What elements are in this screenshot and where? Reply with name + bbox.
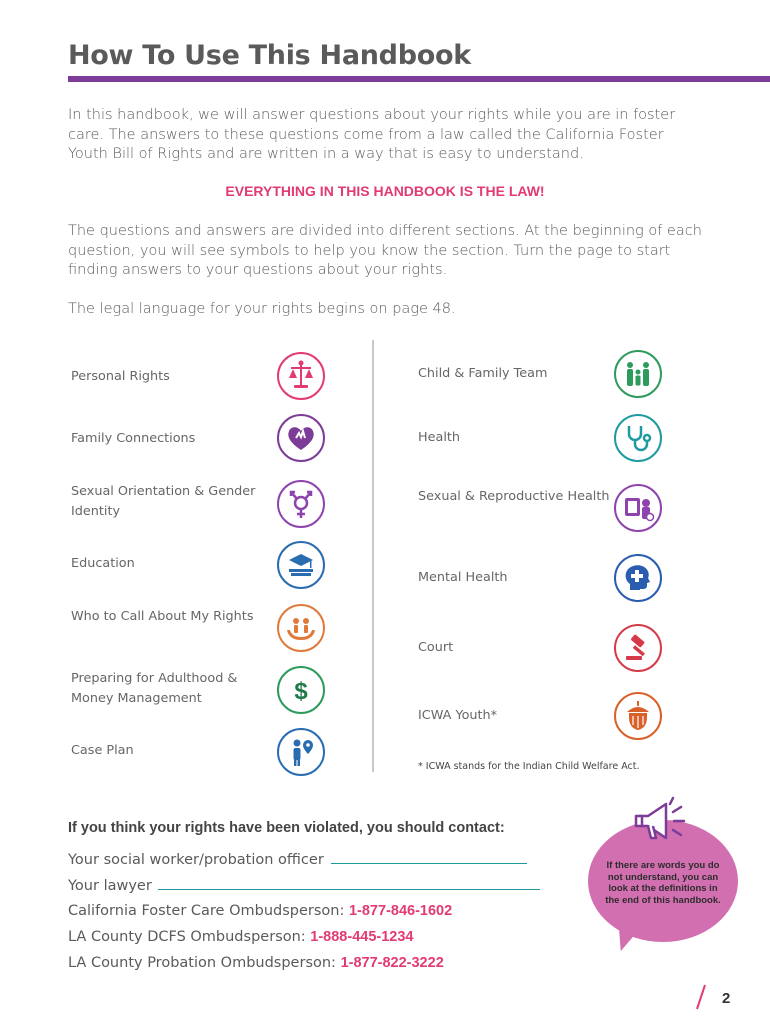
acorn-icon [614, 692, 662, 740]
ombudsperson-label: LA County DCFS Ombudsperson: [68, 929, 306, 945]
section-label-personal-rights: Personal Rights [71, 369, 170, 384]
svg-text:$: $ [294, 678, 308, 705]
section-label-mental-health: Mental Health [418, 570, 508, 585]
megaphone-icon [632, 796, 694, 848]
law-banner: EVERYTHING IN THIS HANDBOOK IS THE LAW! [225, 183, 545, 199]
section-label-education: Education [71, 556, 135, 571]
section-label-case-plan: Case Plan [71, 743, 134, 758]
lawyer-line [68, 877, 540, 894]
family-icon [614, 350, 662, 398]
person-map-pin-icon [277, 728, 325, 776]
section-label-court: Court [418, 640, 454, 655]
scales-justice-icon [277, 352, 325, 400]
intro-paragraph: In this handbook, we will answer questions about your rights while you are in foster care. The answers to these questions come from a law called the California Foster Youth Bill of Rights and are written in a way that is easy to understand. [68, 107, 676, 162]
section-label-child-family-team: Child & Family Team [418, 366, 548, 381]
ombudsperson-line-probation [68, 955, 444, 971]
graduation-books-icon [277, 541, 325, 589]
head-plus-icon [614, 554, 662, 602]
gender-symbols-icon [277, 480, 325, 528]
title-underline [68, 76, 770, 82]
section-label-sexual-orientation: Sexual Orientation & Gender Identity [71, 484, 256, 519]
ombudsperson-phone[interactable]: 1-877-846-1602 [348, 903, 453, 919]
hands-people-icon [277, 604, 325, 652]
section-label-icwa-youth: ICWA Youth* [418, 708, 498, 723]
contact-heading: If you think your rights have been violated, you should contact: [68, 820, 505, 836]
column-divider [372, 340, 374, 772]
ombudsperson-phone[interactable]: 1-877-822-3222 [340, 955, 444, 971]
section-label-who-to-call: Who to Call About My Rights [71, 609, 254, 624]
stethoscope-icon [614, 414, 662, 462]
ombudsperson-phone[interactable]: 1-888-445-1234 [310, 929, 414, 945]
reproductive-health-icon [614, 484, 662, 532]
ombudsperson-line-state [68, 903, 452, 919]
social-worker-blank [331, 851, 527, 864]
lawyer-label: Your lawyer [68, 878, 152, 894]
ombudsperson-line-dcfs [68, 929, 413, 945]
heart-hand-icon [277, 414, 325, 462]
section-label-family-connections: Family Connections [71, 431, 196, 446]
social-worker-line [68, 851, 527, 868]
icwa-footnote: * ICWA stands for the Indian Child Welfare Act. [418, 761, 640, 772]
definitions-note: If there are words you do not understand, you can look at the definitions in the end of this handbook. [605, 860, 721, 906]
ombudsperson-label: California Foster Care Ombudsperson: [68, 903, 345, 919]
legal-paragraph: The legal language for your rights begins on page 48. [68, 301, 456, 317]
sections-paragraph: The questions and answers are divided into different sections. At the beginning of each question, you will see symbols to help you know the section. Turn the page to start finding answers to your questions about your rights. [68, 223, 702, 278]
ombudsperson-label: LA County Probation Ombudsperson: [68, 955, 336, 971]
section-label-reproductive-health: Sexual & Reproductive Health [418, 489, 610, 504]
page-title: How To Use This Handbook [68, 40, 471, 71]
dollar-sign-icon [277, 666, 325, 714]
page-number-slash [696, 984, 706, 1010]
social-worker-label: Your social worker/probation officer [68, 852, 324, 868]
page-number: 2 [722, 990, 731, 1007]
lawyer-blank [158, 877, 540, 890]
gavel-icon [614, 624, 662, 672]
section-label-adulthood-money: Preparing for Adulthood & Money Management [71, 671, 238, 706]
section-label-health: Health [418, 430, 461, 445]
